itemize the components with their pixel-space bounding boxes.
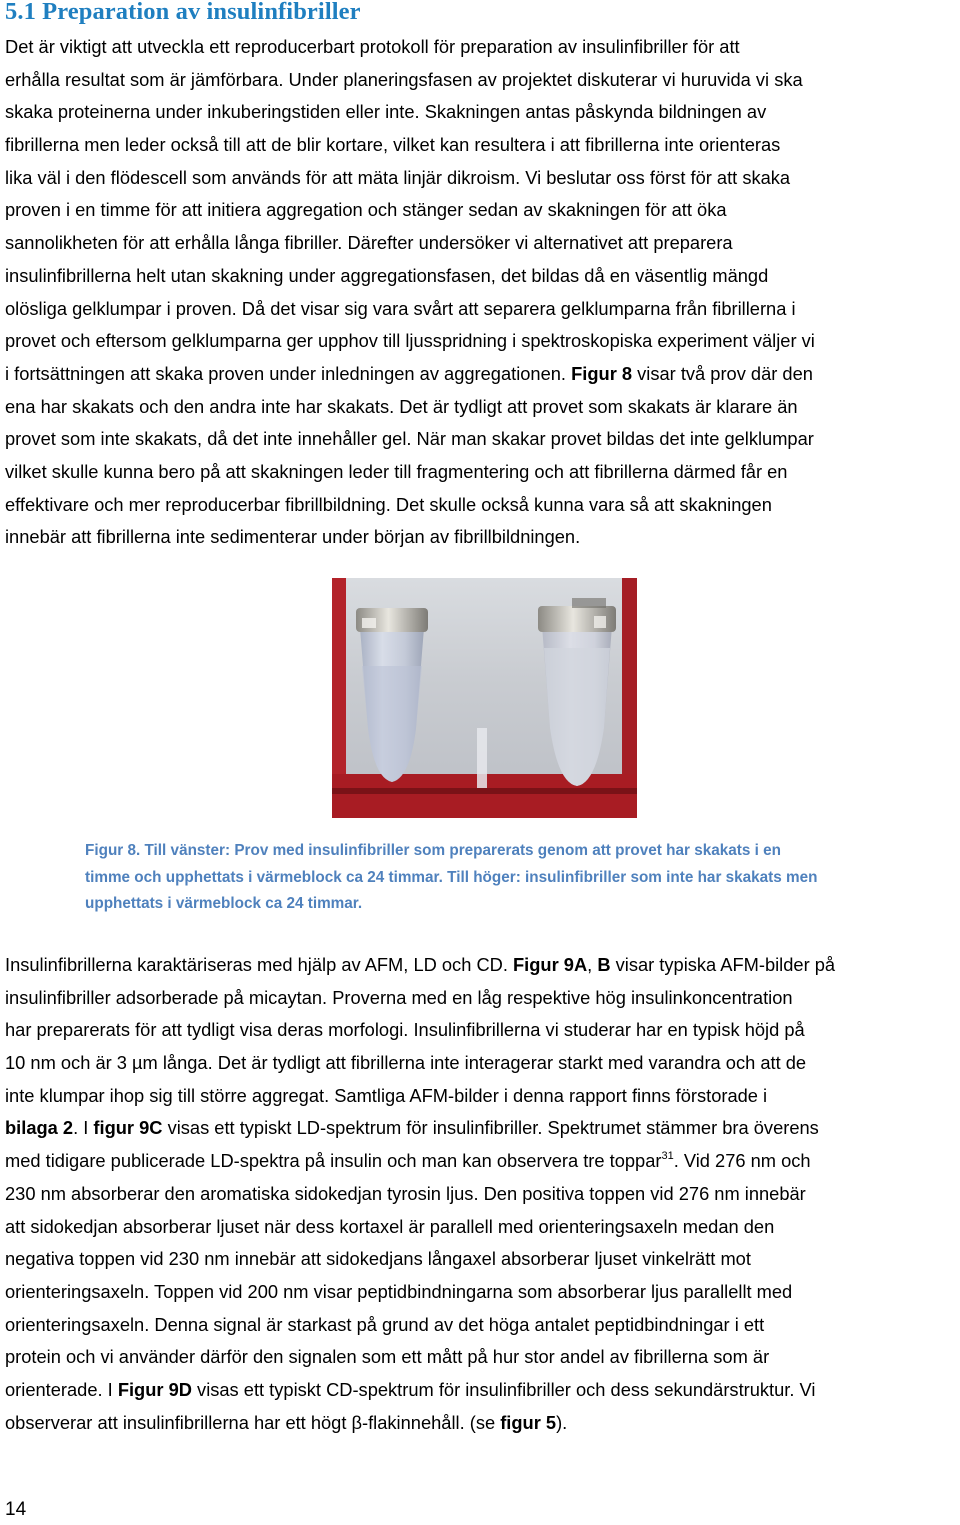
text-line: provet och eftersom gelklumparna ger upphov till ljusspridning i spektroskopiska experiment väljer vi [5, 330, 815, 352]
text-segment: . Vid 276 nm och [673, 1150, 811, 1172]
text-line: orienteringsaxeln. Denna signal är starkast på grund av det höga antalet peptidbindningar i ett [5, 1313, 765, 1335]
text-line: har preparerats för att tydligt visa deras morfologi. Insulinfibrillerna vi studerar har en typisk höjd på [5, 1019, 805, 1041]
right-tube-marking [572, 598, 606, 608]
rack-bar [332, 788, 637, 794]
text-line: orienteringsaxeln. Toppen vid 200 nm visar peptidbindningarna som absorberar ljus parallellt med [5, 1280, 793, 1302]
figure-8-photo [332, 578, 637, 818]
text-line: vilket skulle kunna bero på att skakningen leder till fragmentering och att fibrillerna därmed får en [5, 460, 788, 482]
left-cap-highlight [362, 618, 376, 628]
text-segment: visas ett typiskt CD-spektrum för insulinfibriller och dess sekundärstruktur. Vi [191, 1378, 816, 1400]
text-line: protein och vi använder därför den signalen som ett mått på hur stor andel av fibrillerna som är [5, 1346, 770, 1368]
text-line [5, 1145, 959, 1178]
appendix-reference: bilaga 2 [5, 1117, 74, 1139]
text-segment: med tidigare publicerade LD-spektra på insulin och man kan observera tre toppar [5, 1150, 662, 1172]
citation-superscript: 31 [661, 1150, 674, 1163]
text-line: att sidokedjan absorberar ljuset när dess kortaxel är parallell med orienteringsaxeln medan den [5, 1215, 775, 1237]
caption-line: upphettats i värmeblock ca 24 timmar. [85, 895, 363, 913]
tubes-photo-illustration [332, 578, 637, 818]
text-line: Det är viktigt att utveckla ett reproducerbart protokoll för preparation av insulinfibriller för att [5, 36, 740, 57]
text-line: proven i en timme för att initiera aggregation och stänger sedan av skakningen för att öka [5, 199, 727, 221]
section-heading: 5.1 Preparation av insulinfibriller [5, 0, 361, 25]
text-line: effektivare och mer reproducerbar fibrillbildning. Det skulle också kunna vara så att skakningen [5, 493, 772, 515]
text-line: 10 nm och är 3 µm långa. Det är tydligt att fibrillerna inte interagerar starkt med varandra och att de [5, 1052, 807, 1074]
text-line: erhålla resultat som är jämförbara. Under planeringsfasen av projektet diskuterar vi huruvida vi ska [5, 68, 803, 90]
right-cap-highlight [594, 616, 606, 628]
caption-line: Figur 8. Till vänster: Prov med insulinfibriller som preparerats genom att provet har skakats i en [85, 842, 781, 859]
figure-reference: Figur 8 [571, 362, 633, 384]
center-post [477, 728, 487, 788]
figure-reference: Figur 9D [117, 1378, 192, 1400]
text-line: provet som inte skakats, då det inte innehåller gel. När man skakar provet bildas det inte gelklumpar [5, 428, 814, 450]
text-line [5, 1112, 959, 1145]
caption-line: timme och upphettats i värmeblock ca 24 timmar. Till höger: insulinfibriller som inte har skakats men [85, 868, 818, 886]
text-segment: visar två prov där den [632, 362, 813, 384]
text-segment: observerar att insulinfibrillerna har ett högt β-flakinnehåll. (se [5, 1411, 501, 1433]
text-segment: , [587, 954, 598, 975]
text-line: skaka proteinerna under inkuberingstiden eller inte. Skakningen antas påskynda bildningen av [5, 101, 767, 123]
text-line: ena har skakats och den andra inte har skakats. Det är tydligt att provet som skakats är klarare än [5, 395, 798, 417]
text-segment: Insulinfibrillerna karaktäriseras med hjälp av AFM, LD och CD. [5, 954, 514, 975]
text-segment: . I [73, 1117, 94, 1139]
text-line [5, 358, 959, 391]
text-line [5, 949, 959, 982]
text-line: insulinfibrillerna helt utan skakning under aggregationsfasen, det bildas då en väsentlig mängd [5, 264, 769, 286]
text-line: insulinfibriller adsorberade på micaytan. Proverna med en låg respektive hög insulinkoncentration [5, 986, 793, 1008]
text-segment: orienterade. I [5, 1378, 118, 1400]
figure-reference: Figur 9A [513, 954, 588, 975]
text-line: inte klumpar ihop sig till större aggregat. Samtliga AFM-bilder i denna rapport finns förstorade i [5, 1084, 768, 1106]
page-number: 14 [5, 1499, 27, 1520]
figure-8-caption [85, 838, 945, 918]
text-line: fibrillerna men leder också till att de blir kortare, vilket kan resultera i att fibrillerna inte orienteras [5, 134, 781, 156]
text-line: innebär att fibrillerna inte sedimenterar under början av fibrillbildningen. [5, 526, 581, 548]
paragraph-preparation [5, 31, 959, 554]
figure-reference: figur 9C [93, 1117, 163, 1139]
text-line: 230 nm absorberar den aromatiska sidokedjan tyrosin ljus. Den positiva toppen vid 276 nm innebär [5, 1182, 806, 1204]
text-line [5, 1374, 959, 1407]
text-segment: visas ett typiskt LD-spektrum för insulinfibriller. Spektrumet stämmer bra överens [162, 1117, 819, 1139]
paragraph-characterization [5, 949, 959, 1439]
text-line: negativa toppen vid 230 nm innebär att sidokedjans långaxel absorberar ljuset vinkelrätt mot [5, 1248, 751, 1270]
text-segment: i fortsättningen att skaka proven under inledningen av aggregationen. [5, 362, 567, 384]
figure-reference: B [597, 954, 611, 975]
text-line: sannolikheten för att erhålla långa fibriller. Därefter undersöker vi alternativet att preparera [5, 232, 733, 254]
text-line [5, 1407, 959, 1440]
text-line: olösliga gelklumpar i proven. Då det visar sig vara svårt att separera gelklumparna från fibrillerna i [5, 297, 796, 319]
text-segment: visar typiska AFM-bilder på [610, 954, 836, 975]
text-segment: ). [556, 1411, 568, 1433]
text-line: lika väl i den flödescell som används för att mäta linjär dikroism. Vi beslutar oss först för att skaka [5, 166, 791, 188]
figure-reference: figur 5 [500, 1411, 557, 1433]
